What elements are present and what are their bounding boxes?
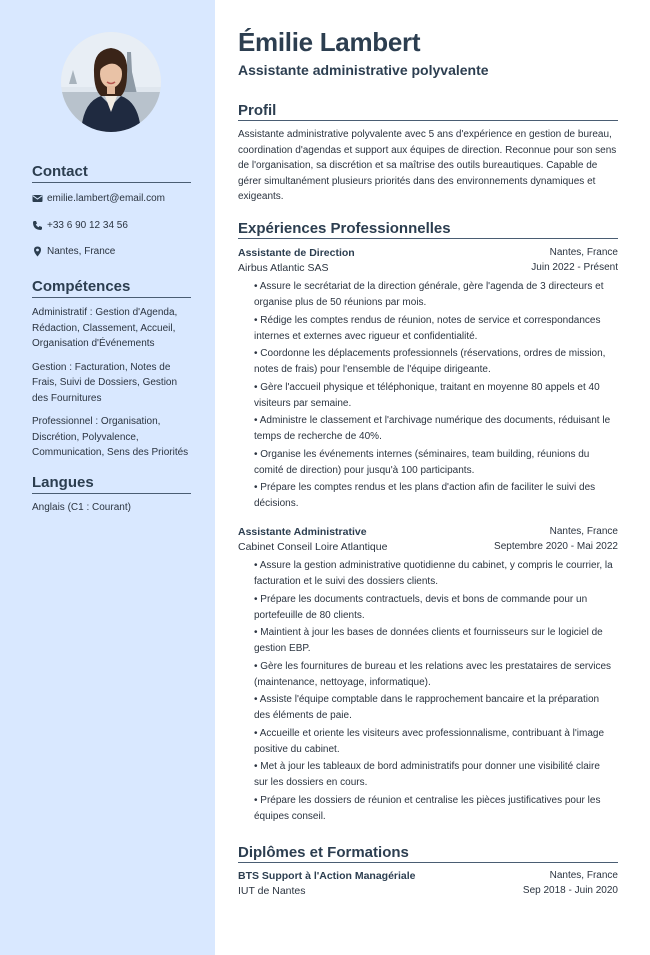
languages-heading: Langues (32, 474, 191, 494)
list-item: • Coordonne les déplacements professionnels (réservations, ordres de mission, notes de frais) pour l'ensemble de l'équipe dirigeante. (254, 348, 606, 375)
job-1-location: Nantes, France (549, 247, 618, 258)
contact-location-text: Nantes, France (47, 246, 116, 257)
contact-email-text: emilie.lambert@email.com (47, 193, 165, 204)
location-pin-icon (32, 246, 43, 257)
list-item: • Assiste l'équipe comptable dans le rapprochement bancaire et la préparation des éléments de paie. (254, 694, 600, 721)
job-2-location: Nantes, France (549, 526, 618, 537)
profile-heading: Profil (238, 102, 618, 121)
job-2-company: Cabinet Conseil Loire Atlantique (238, 541, 388, 553)
contact-email[interactable] (32, 192, 165, 205)
contact-heading: Contact (32, 163, 191, 183)
language-item: Anglais (C1 : Courant) (32, 502, 131, 513)
skill-item-administratif: Administratif : Gestion d'Agenda, Rédaction, Classement, Accueil, Organisation d'Événements (32, 307, 178, 349)
sidebar (0, 0, 215, 955)
avatar (61, 32, 161, 132)
list-item: • Assure la gestion administrative quotidienne du cabinet, y compris le courrier, la facturation et le suivi des dossiers clients. (254, 560, 613, 587)
list-item: • Rédige les comptes rendus de réunion, notes de service et correspondances internes et externes avec rigueur et confidentialité. (254, 314, 601, 342)
job-1-role: Assistante de Direction (238, 247, 355, 259)
education-1-degree: BTS Support à l'Action Managériale (238, 870, 416, 882)
skill-item-gestion: Gestion : Facturation, Notes de Frais, Suivi de Dossiers, Gestion des Fournitures (32, 361, 178, 404)
mail-icon (32, 193, 43, 204)
list-item: • Gère les fournitures de bureau et les relations avec les prestataires de services (maintenance, nettoyage, informatique). (254, 660, 612, 688)
list-item: • Prépare les documents contractuels, devis et bons de commande pour un portefeuille de 80 clients. (254, 593, 588, 621)
list-item: • Assure le secrétariat de la direction générale, gère l'agenda de 3 directeurs et organise plus de 50 réunions par mois. (254, 281, 604, 308)
experience-heading: Expériences Professionnelles (238, 220, 618, 239)
education-1-dates: Sep 2018 - Juin 2020 (522, 885, 618, 896)
list-item: • Gère l'accueil physique et téléphonique, traitant en moyenne 80 appels et 40 visiteurs par semaine. (254, 381, 600, 409)
job-1-bullets (254, 279, 614, 514)
profile-text: Assistante administrative polyvalente avec 5 ans d'expérience en gestion de bureau, coordination d'agendas et support aux équipes de direction. Reconnue pour son sens de l'organisation, sa discrétion et sa maîtrise des outils bureautiques. Capable de gérer simultanément plusieurs priorités dans des environnements dynamiques et exigeants. (238, 129, 617, 203)
list-item: • Maintient à jour les bases de données clients et fournisseurs sur le logiciel de gestion EBP. (254, 627, 603, 654)
phone-icon (32, 220, 43, 231)
skills-heading: Compétences (32, 278, 191, 298)
job-2-role: Assistante Administrative (238, 526, 367, 538)
list-item: • Organise les événements internes (séminaires, team building, réunions du comité de direction) pour jusqu'à 100 participants. (254, 448, 590, 476)
contact-phone-text: +33 6 90 12 34 56 (47, 220, 128, 231)
contact-phone[interactable] (32, 219, 128, 232)
languages-section (32, 474, 191, 516)
contact-location (32, 245, 115, 258)
job-1-dates: Juin 2022 - Présent (531, 262, 618, 273)
education-heading: Diplômes et Formations (238, 844, 618, 863)
job-2-bullets (254, 558, 614, 826)
job-1-company: Airbus Atlantic SAS (238, 262, 329, 274)
list-item: • Accueille et oriente les visiteurs avec professionnalisme, contribuant à l'image positive du cabinet. (254, 727, 605, 755)
job-title: Assistante administrative polyvalente (238, 62, 489, 78)
education-1-location: Nantes, France (549, 870, 618, 881)
candidate-name: Émilie Lambert (238, 27, 421, 57)
list-item: • Prépare les comptes rendus et les plans d'action afin de faciliter le suivi des décisions. (254, 482, 596, 509)
list-item: • Administre le classement et l'archivage numérique des documents, réduisant le temps de recherche de 40%. (254, 415, 611, 442)
skill-item-professionnel: Professionnel : Organisation, Discrétion, Polyvalence, Communication, Sens des Priorités (32, 416, 189, 458)
list-item: • Met à jour les tableaux de bord administratifs pour donner une visibilité claire sur les dossiers en cours. (254, 761, 600, 788)
list-item: • Prépare les dossiers de réunion et centralise les pièces justificatives pour les équipes conseil. (254, 794, 601, 822)
contact-section (32, 163, 191, 257)
skills-section (32, 278, 191, 461)
job-2-dates: Septembre 2020 - Mai 2022 (494, 541, 618, 552)
education-1-school: IUT de Nantes (238, 885, 306, 897)
